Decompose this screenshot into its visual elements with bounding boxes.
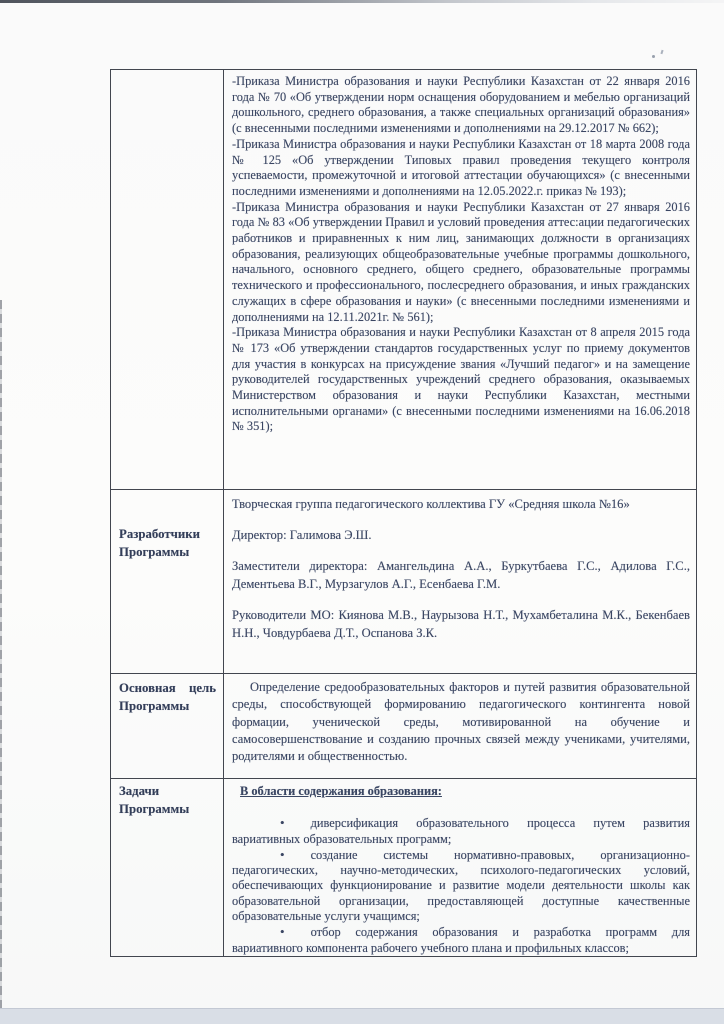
task-bullet-item	[232, 924, 690, 956]
label-cell-empty	[111, 70, 224, 489]
scan-speck	[652, 55, 655, 58]
tasks-section-heading: В области содержания образования:	[240, 784, 442, 798]
director-line: Директор: Галимова Э.Ш.	[232, 528, 372, 542]
legal-reference-paragraph: -Приказа Министра образования и науки Республики Казахстан от 8 апреля 2015 года № 173 «Об утверждении стандартов государственных услуг по приему документов для участия в конкурсах на присуждение звания «Лучший педагог» и на замещение руководителей государственных учреждений среднего образования, оказываемых Министерством образования и науки Республики Казахстан, местными исполнительными органами» (с внесенными последними изменениями на 16.06.2018 № 351);	[232, 325, 690, 434]
task-bullet-text: диверсификация образовательного процесса путем развития вариативных образовательных программ;	[232, 816, 690, 846]
mo-heads-line: Руководители МО: Киянова М.В., Наурызова Н.Т., Мухамбеталина М.К., Бекенбаев Н.Н., Човдурбаева Д.Т., Оспанова З.К.	[232, 608, 690, 640]
label-program-tasks: Задачи Программы	[111, 778, 224, 956]
program-goal-text: Определение средообразовательных факторов и путей развития образовательной среды, способствующей формированию педагогического контингента новой формации, ученической среды, мотивированной на обучение и самосовершенствование и созданию прочных связей между учениками, учителями, родителями и общественностью.	[232, 680, 690, 764]
program-tasks-cell	[224, 778, 696, 956]
label-program-developers: Разработчики Программы	[111, 489, 224, 673]
deputy-directors-line: Заместители директора: Амангельдина А.А., Буркутбаева Г.С., Адилова Г.С., Дементьева В.Г., Мурзагулов А.Г., Есенбаева Г.М.	[232, 559, 690, 591]
task-bullet-text: отбор содержания образования и разработка программ для вариативного компонента рабочего учебного плана и профильных классов;	[232, 925, 690, 955]
developers-group-line: Творческая группа педагогического коллектива ГУ «Средняя школа №16»	[232, 497, 630, 511]
legal-reference-paragraph: -Приказа Министра образования и науки Республики Казахстан от 27 января 2016 года № 83 «Об утверждении Правил и условий проведения аттес:ации педагогических работников и приравненных к ним лиц, занимающих должности в организациях образования, реализующих общеобразовательные учебные программы дошкольного, начального, основного среднего, общего среднего, образовательные программы технического и профессионального, послесреднего образования, и иных гражданских служащих в сфере образования и науки» (с внесенными последними изменениями и дополнениями на 12.11.2021г. № 561);	[232, 199, 690, 324]
bullet-icon: •	[280, 815, 285, 831]
legal-reference-paragraph: -Приказа Министра образования и науки Республики Казахстан от 18 марта 2008 года № 125 «Об утверждении Типовых правил проведения текущего контроля успеваемости, промежуточной и итоговой аттестации обучающихся» (с внесенными последними изменениями и дополнениями на 12.05.2022.г. приказ № 193);	[232, 136, 690, 198]
scan-edge-artifact-top	[0, 0, 724, 3]
task-bullet-text: создание системы нормативно-правовых, организационно-педагогических, научно-методических, психолого-педагогических условий, обеспечивающих функционирование и развитие модели деятельности школы как образовательной организации, предоставляющей доступные качественные образовательные услуги учащимся;	[232, 847, 690, 924]
scan-speck	[660, 50, 663, 54]
task-bullet-item	[232, 847, 690, 924]
program-passport-table	[110, 69, 697, 957]
program-goal-cell	[224, 673, 696, 778]
bullet-icon: •	[280, 924, 285, 940]
scan-edge-artifact-bottom	[0, 1008, 724, 1024]
bullet-icon: •	[280, 846, 285, 862]
legal-reference-paragraph: -Приказа Министра образования и науки Республики Казахстан от 22 января 2016 года № 70 «Об утверждении норм оснащения оборудованием и мебелью организаций дошкольного, среднего образования, а также специальных организаций образования» (с внесенными последними изменениями и дополнениями на 29.12.2017 № 662);	[232, 74, 690, 136]
scan-edge-artifact-left	[0, 300, 2, 1024]
program-developers-cell	[224, 489, 696, 673]
legal-references-cell	[224, 70, 696, 489]
label-program-goal: Основная цель Программы	[111, 673, 224, 778]
task-bullet-item	[232, 815, 690, 847]
